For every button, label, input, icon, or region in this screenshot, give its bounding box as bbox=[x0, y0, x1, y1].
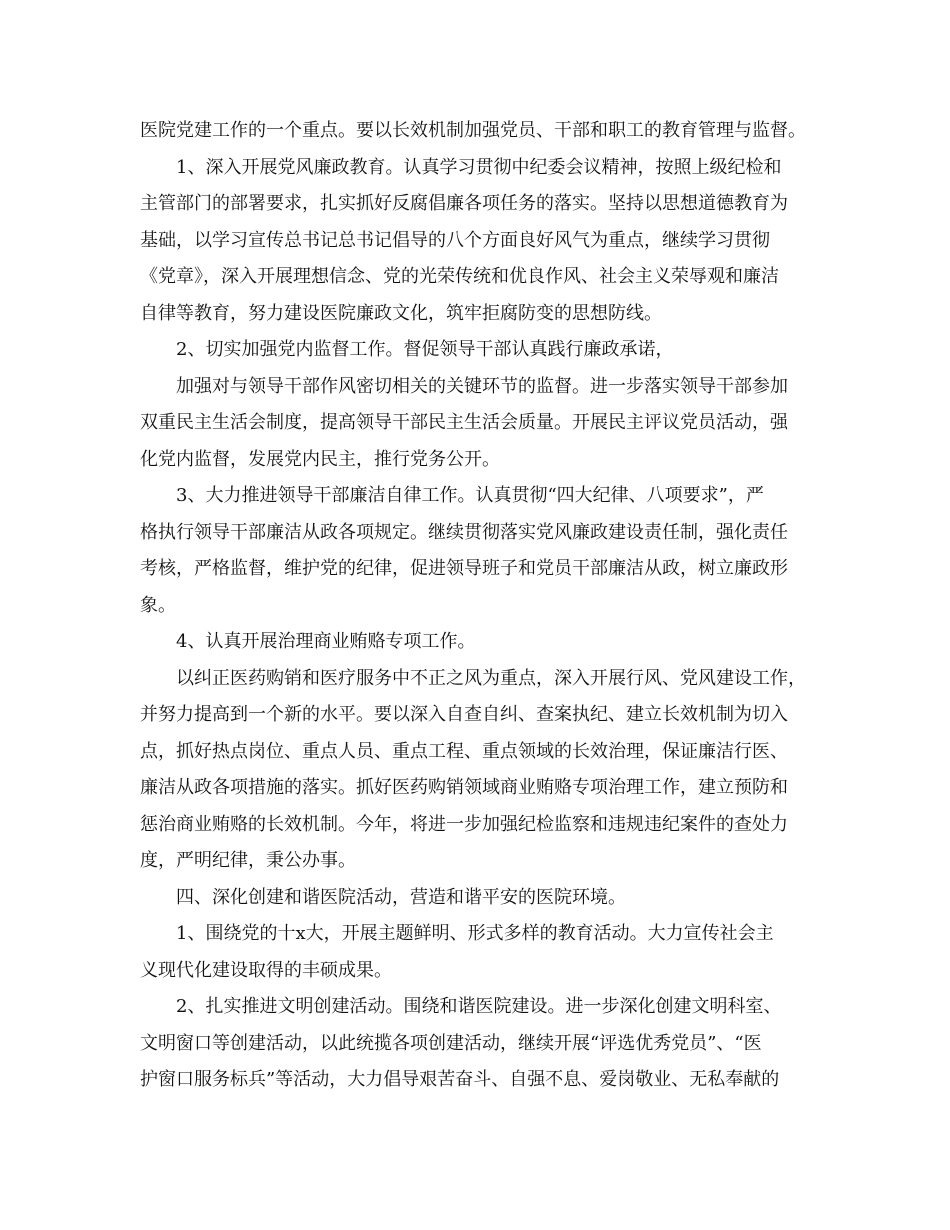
text-line: 加强对与领导干部作风密切相关的关键环节的监督。进一步落实领导干部参加 bbox=[176, 375, 788, 397]
text-line: 并努力提高到一个新的水平。要以深入自查自纠、查案执纪、建立长效机制为切入 bbox=[140, 704, 788, 725]
text-line: 护窗口服务标兵”等活动，大力倡导艰苦奋斗、自强不息、爱岗敬业、无私奉献的 bbox=[140, 1069, 780, 1090]
text-line: 医院党建工作的一个重点。要以长效机制加强党员、干部和职工的教育管理与监督。 bbox=[140, 120, 806, 141]
text-line: 象。 bbox=[140, 594, 176, 616]
text-line: 双重民主生活会制度，提高领导干部民主生活会质量。开展民主评议党员活动，强 bbox=[140, 412, 788, 433]
text-line: 考核，严格监督，维护党的纪律，促进领导班子和党员干部廉洁从政，树立廉政形 bbox=[140, 558, 788, 579]
text-line: 自律等教育，努力建设医院廉政文化，筑牢拒腐防变的思想防线。 bbox=[140, 302, 662, 324]
text-line: 2、切实加强党内监督工作。督促领导干部认真践行廉政承诺， bbox=[176, 339, 674, 360]
text-line: 1、围绕党的十x大，开展主题鲜明、形式多样的教育活动。大力宣传社会主 bbox=[176, 923, 774, 944]
text-line: 以纠正医药购销和医疗服务中不正之风为重点，深入开展行风、党风建设工作， bbox=[176, 667, 806, 689]
text-line: 2、扎实推进文明创建活动。围绕和谐医院建设。进一步深化创建文明科室、 bbox=[176, 996, 782, 1017]
text-line: 格执行领导干部廉洁从政各项规定。继续贯彻落实党风廉政建设责任制，强化责任 bbox=[140, 521, 788, 543]
text-line: 文明窗口等创建活动，以此统揽各项创建活动，继续开展“评选优秀党员”、“医 bbox=[140, 1032, 762, 1054]
text-line: 4、认真开展治理商业贿赂专项工作。 bbox=[176, 631, 476, 652]
text-line: 惩治商业贿赂的长效机制。今年，将进一步加强纪检监察和违规违纪案件的查处力 bbox=[140, 813, 788, 835]
text-line: 1、深入开展党风廉政教育。认真学习贯彻中纪委会议精神，按照上级纪检和 bbox=[176, 156, 782, 178]
text-line: 点，抓好热点岗位、重点人员、重点工程、重点领域的长效治理，保证廉洁行医、 bbox=[140, 740, 788, 762]
text-line: 化党内监督，发展党内民主，推行党务公开。 bbox=[140, 448, 500, 470]
text-line: 度，严明纪律，秉公办事。 bbox=[140, 850, 356, 871]
text-line: 义现代化建设取得的丰硕成果。 bbox=[140, 959, 392, 981]
text-line: 基础，以学习宣传总书记总书记倡导的八个方面良好风气为重点，继续学习贯彻 bbox=[140, 229, 770, 251]
text-line: 《党章》，深入开展理想信念、党的光荣传统和优良作风、社会主义荣辱观和廉洁 bbox=[140, 266, 779, 287]
document-body bbox=[140, 113, 820, 1099]
text-line: 主管部门的部署要求，扎实抓好反腐倡廉各项任务的落实。坚持以思想道德教育为 bbox=[140, 193, 788, 214]
text-line: 四、深化创建和谐医院活动，营造和谐平安的医院环境。 bbox=[176, 886, 626, 908]
text-line: 廉洁从政各项措施的落实。抓好医药购销领域商业贿赂专项治理工作，建立预防和 bbox=[140, 777, 788, 798]
text-line: 3、大力推进领导干部廉洁自律工作。认真贯彻“四大纪律、八项要求”，严 bbox=[176, 485, 764, 506]
